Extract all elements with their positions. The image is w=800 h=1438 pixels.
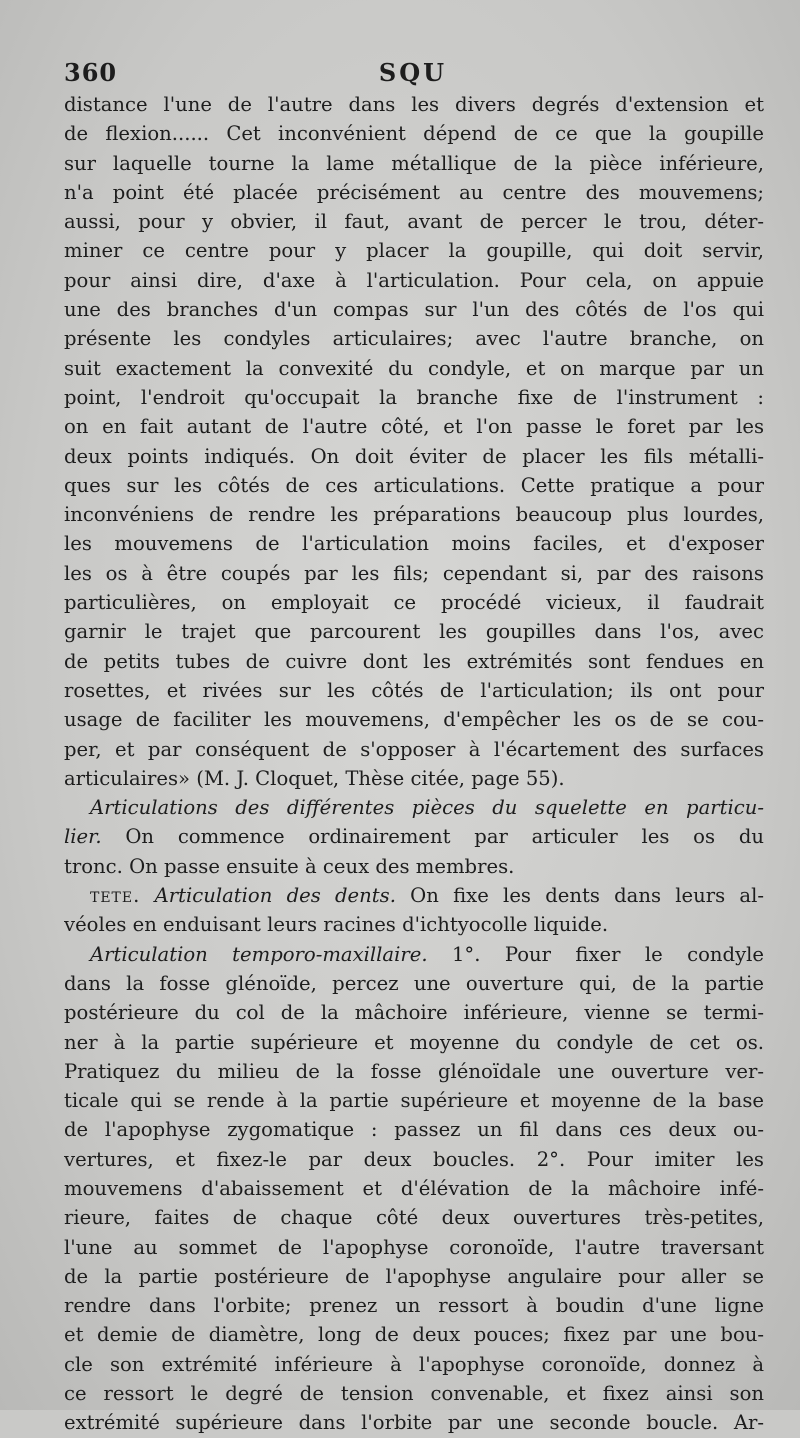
page-header bbox=[64, 58, 762, 94]
text-line: n'a point été placée précisément au centre des mouvemens; bbox=[64, 180, 764, 204]
text-line: et demie de diamètre, long de deux pouces; fixez par une bou- bbox=[64, 1323, 764, 1347]
text-line: sur laquelle tourne la lame métallique de la pièce inférieure, bbox=[64, 151, 764, 175]
text-line: on en fait autant de l'autre côté, et l'on passe le foret par les bbox=[64, 415, 764, 439]
text-line bbox=[64, 940, 764, 969]
text-line: Pratiquez du milieu de la fosse glénoïdale une ouverture ver- bbox=[64, 1059, 764, 1083]
text-line: dans la fosse glénoïde, percez une ouverture qui, de la partie bbox=[64, 971, 764, 995]
text-run: 1°. Pour fixer le condyle bbox=[427, 942, 764, 966]
text-line: extrémité supérieure dans l'orbite par une seconde boucle. Ar- bbox=[64, 1411, 764, 1435]
text-line: rendre dans l'orbite; prenez un ressort à boudin d'une ligne bbox=[64, 1294, 764, 1318]
text-line: distance l'une de l'autre dans les divers degrés d'extension et bbox=[64, 93, 764, 116]
text-line: particulières, on employait ce procédé vicieux, il faudrait bbox=[64, 591, 764, 615]
text-line: articulaires» (M. J. Cloquet, Thèse citée, page 55). bbox=[64, 766, 565, 790]
text-line bbox=[64, 881, 764, 910]
text-line: usage de faciliter les mouvemens, d'empêcher les os de se cou- bbox=[64, 708, 764, 732]
running-head: SQU bbox=[378, 58, 448, 87]
body-text bbox=[64, 90, 764, 1438]
text-line: ques sur les côtés de ces articulations. Cette pratique a pour bbox=[64, 473, 764, 497]
text-line: une des branches d'un compas sur l'un des côtés de l'os qui bbox=[64, 298, 764, 322]
text-line: l'une au sommet de l'apophyse coronoïde, l'autre traversant bbox=[64, 1235, 764, 1259]
text-line bbox=[64, 822, 764, 851]
text-run: On commence ordinairement par articuler les os du bbox=[101, 825, 764, 849]
text-line: ticale qui se rende à la partie supérieure et moyenne de la base bbox=[64, 1089, 764, 1113]
text-line: miner ce centre pour y placer la goupille, qui doit servir, bbox=[64, 239, 764, 263]
text-line: de petits tubes de cuivre dont les extrémités sont fendues en bbox=[64, 649, 764, 673]
text-line: rosettes, et rivées sur les côtés de l'articulation; ils ont pour bbox=[64, 678, 764, 702]
text-line: de l'apophyse zygomatique : passez un fil dans ces deux ou- bbox=[64, 1118, 764, 1142]
italic-heading: Articulation des dents. bbox=[140, 884, 396, 908]
section-label: tete. bbox=[90, 884, 141, 908]
text-line: de la partie postérieure de l'apophyse angulaire pour aller se bbox=[64, 1264, 764, 1288]
text-line: les mouvemens de l'articulation moins faciles, et d'exposer bbox=[64, 532, 764, 556]
text-line: postérieure du col de la mâchoire inférieure, vienne se termi- bbox=[64, 1001, 764, 1025]
text-line: aussi, pour y obvier, il faut, avant de percer le trou, déter- bbox=[64, 210, 764, 234]
text-line: de flexion...... Cet inconvénient dépend de ce que la goupille bbox=[64, 122, 764, 146]
text-line: les os à être coupés par les fils; cependant si, par des raisons bbox=[64, 561, 764, 585]
text-line: tronc. On passe ensuite à ceux des membres. bbox=[64, 854, 515, 878]
text-line bbox=[64, 793, 764, 822]
text-line: ner à la partie supérieure et moyenne du condyle de cet os. bbox=[64, 1030, 764, 1054]
text-line: véoles en enduisant leurs racines d'ichtyocolle liquide. bbox=[64, 913, 609, 937]
text-line: rieure, faites de chaque côté deux ouvertures très-petites, bbox=[64, 1206, 764, 1230]
text-line: cle son extrémité inférieure à l'apophyse coronoïde, donnez à bbox=[64, 1352, 764, 1376]
italic-heading: Articulations des différentes pièces du squelette en particu- bbox=[90, 796, 764, 820]
text-line: pour ainsi dire, d'axe à l'articulation. Pour cela, on appuie bbox=[64, 268, 764, 292]
text-line: vertures, et fixez-le par deux boucles. 2°. Pour imiter les bbox=[64, 1147, 764, 1171]
page-number: 360 bbox=[64, 58, 118, 87]
text-line: garnir le trajet que parcourent les goupilles dans l'os, avec bbox=[64, 620, 764, 644]
text-line: présente les condyles articulaires; avec l'autre branche, on bbox=[64, 327, 764, 351]
text-line: inconvéniens de rendre les préparations beaucoup plus lourdes, bbox=[64, 503, 764, 527]
italic-heading: lier. bbox=[64, 825, 102, 849]
text-line: deux points indiqués. On doit éviter de placer les fils métalli- bbox=[64, 444, 764, 468]
text-line: ce ressort le degré de tension convenable, et fixez ainsi son bbox=[64, 1382, 764, 1406]
text-line: suit exactement la convexité du condyle, et on marque par un bbox=[64, 356, 764, 380]
text-run: On fixe les dents dans leurs al- bbox=[395, 884, 764, 908]
text-line: mouvemens d'abaissement et d'élévation de la mâchoire infé- bbox=[64, 1176, 764, 1200]
text-line: point, l'endroit qu'occupait la branche fixe de l'instrument : bbox=[64, 385, 764, 409]
text-line: per, et par conséquent de s'opposer à l'écartement des surfaces bbox=[64, 737, 764, 761]
italic-heading: Articulation temporo-maxillaire. bbox=[90, 942, 428, 966]
